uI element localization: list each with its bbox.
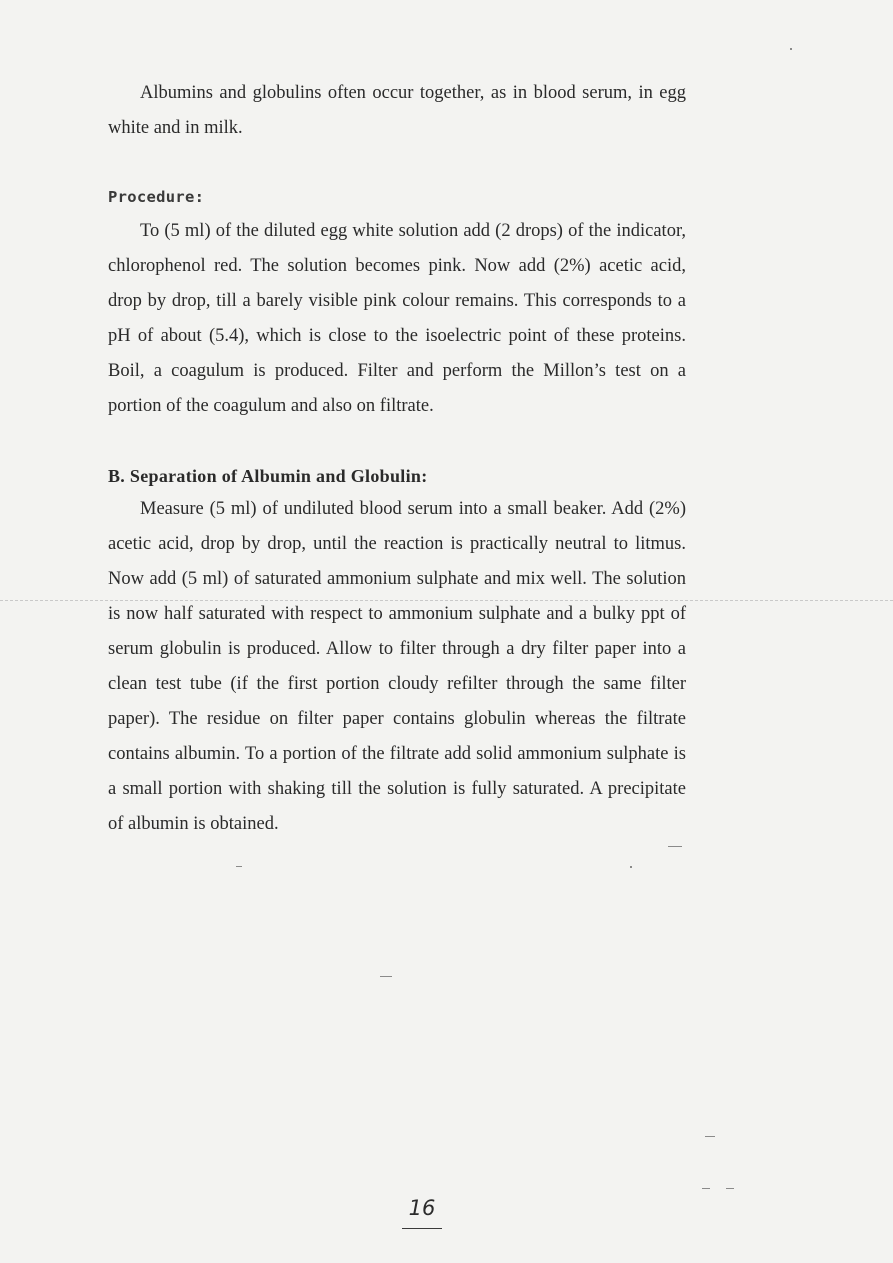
scan-speck bbox=[380, 976, 392, 977]
procedure-paragraph: To (5 ml) of the diluted egg white solution add (2 drops) of the indicator, chlorophenol red. The solution becomes pink. Now add (2%) acetic acid, drop by drop, till a barely visible pink colour remains. This corresponds to a pH of about (5.4), which is close to the isoelectric point of these proteins. Boil, a coagulum is produced. Filter and perform the Millon’s test on a portion of the coagulum and also on filtrate. bbox=[108, 221, 686, 416]
scan-speck bbox=[236, 866, 242, 867]
scan-speck bbox=[705, 1136, 715, 1137]
procedure-heading: Procedure: bbox=[108, 188, 205, 206]
scan-speck bbox=[790, 48, 792, 50]
scan-speck bbox=[630, 866, 632, 868]
scan-speck bbox=[668, 846, 682, 847]
page-number: 16 bbox=[408, 1196, 436, 1220]
scan-speck bbox=[726, 1188, 734, 1189]
section-b-paragraph: Measure (5 ml) of undiluted blood serum into a small beaker. Add (2%) acetic acid, drop by drop, until the reaction is practically neutral to litmus. Now add (5 ml) of saturated ammonium sulphate and mix well. The solution is now half saturated with respect to ammonium sulphate and a bulky ppt of serum globulin is produced. Allow to filter through a dry filter paper into a clean test tube (if the first portion cloudy refilter through the same filter paper). The residue on filter paper contains globulin whereas the filtrate contains albumin. To a portion of the filtrate add solid ammonium sulphate is a small portion with shaking till the solution is fully saturated. A precipitate of albumin is obtained. bbox=[108, 499, 686, 834]
page-number-underline bbox=[402, 1228, 442, 1229]
intro-paragraph: Albumins and globulins often occur together, as in blood serum, in egg white and in milk. bbox=[108, 83, 686, 138]
section-b-heading: B. Separation of Albumin and Globulin: bbox=[108, 466, 428, 486]
scan-speck bbox=[702, 1188, 710, 1189]
